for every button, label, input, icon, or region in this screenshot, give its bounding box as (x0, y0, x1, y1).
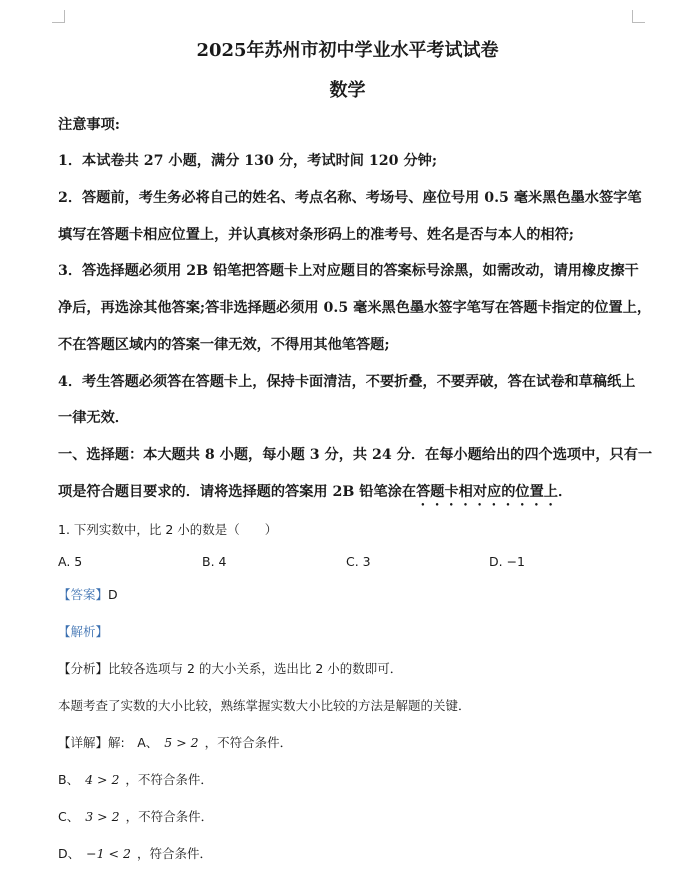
option-b: B. 4 (202, 554, 227, 569)
notice-line: 净后，再选涂其他答案;答非选择题必须用 0.5 毫米黑色墨水签字笔写在答题卡指定的位置上， (58, 300, 652, 316)
notice-line: 4．考生答题必须答在答题卡上，保持卡面清洁，不要折叠，不要弄破，答在试卷和草稿纸上 (58, 374, 636, 390)
detail-prefix: 【详解】解: A、 (58, 735, 159, 750)
detail-text: ，不符合条件． (204, 735, 293, 750)
question-stem: 1. 下列实数中，比 2 小的数是（ ） (58, 522, 278, 537)
analysis-tag: 【解析】 (58, 624, 109, 639)
section-heading: 一、选择题：本大题共 8 小题，每小题 3 分，共 24 分．在每小题给出的四个选项中，只有一 (58, 447, 653, 463)
exam-title: 2025年苏州市初中学业水平考试试卷 (196, 40, 499, 61)
answer-line (58, 585, 118, 603)
subject-title: 数学 (329, 80, 366, 101)
math-expression: −1 < 2 (86, 846, 131, 861)
crop-mark-top-right (632, 10, 645, 23)
section-instruction-end: ． (557, 484, 573, 500)
notice-heading: 注意事项: (58, 117, 120, 133)
analysis-fenxi: 【分析】比较各选项与 2 的大小关系，选出比 2 小的数即可． (58, 661, 403, 676)
math-expression: 4 > 2 (85, 772, 120, 787)
section-instruction (58, 481, 572, 509)
detail-text: ，符合条件． (136, 846, 212, 861)
notice-line: 3．答选择题必须用 2B 铅笔把答题卡上对应题目的答案标号涂黑，如需改动，请用橡皮擦干 (58, 263, 639, 279)
option-a: A. 5 (58, 554, 83, 569)
notice-line: 1．本试卷共 27 小题，满分 130 分，考试时间 120 分钟; (58, 153, 438, 169)
math-expression: 3 > 2 (85, 809, 120, 824)
option-d: D. −1 (489, 554, 525, 569)
section-instruction-text: 项是符合题目要求的．请将选择题的答案用 2B 铅笔涂在 (58, 484, 417, 500)
detail-text: ，不符合条件． (125, 809, 214, 824)
math-expression: 5 > 2 (164, 735, 199, 750)
answer-value: D (108, 587, 118, 602)
crop-mark-top-left (52, 10, 65, 23)
notice-line: 一律无效． (58, 410, 129, 426)
notice-line: 2．答题前，考生务必将自己的姓名、考点名称、考场号、座位号用 0.5 毫米黑色墨水签字笔 (58, 190, 642, 206)
detail-text: ，不符合条件． (125, 772, 213, 787)
analysis-kaocha: 本题考查了实数的大小比较，熟练掌握实数大小比较的方法是解题的关键． (58, 698, 471, 713)
answer-tag: 【答案】 (58, 587, 109, 602)
detail-c (58, 807, 213, 825)
detail-a (58, 733, 292, 751)
detail-b (58, 770, 213, 788)
detail-prefix: C、 (58, 809, 80, 824)
detail-d (58, 844, 212, 862)
emphasized-text: 答题卡相对应的位置上 (416, 484, 558, 500)
notice-line: 不在答题区域内的答案一律无效，不得用其他笔答题; (58, 337, 390, 353)
option-c: C. 3 (346, 554, 371, 569)
notice-line: 填写在答题卡相应位置上，并认真核对条形码上的准考号、姓名是否与本人的相符; (58, 227, 574, 243)
detail-prefix: B、 (58, 772, 80, 787)
detail-prefix: D、 (58, 846, 81, 861)
